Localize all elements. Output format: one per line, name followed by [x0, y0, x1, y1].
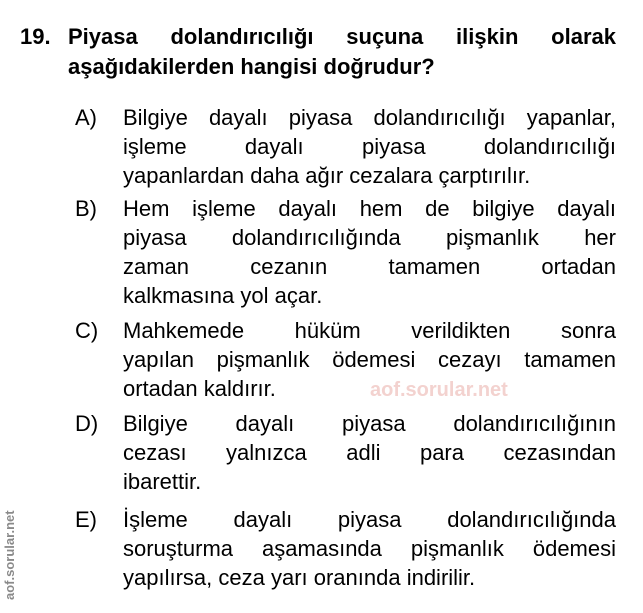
option-label: D)	[75, 411, 99, 436]
option-text-line: Bilgiye dayalı piyasa dolandırıcılığının	[123, 411, 616, 436]
option-text-line: kalkmasına yol açar.	[123, 283, 323, 308]
option-label: E)	[75, 507, 97, 532]
option-label: A)	[75, 105, 97, 130]
option-text-line: ibarettir.	[123, 469, 202, 494]
option-text-line: yapılırsa, ceza yarı oranında indirilir.	[123, 565, 476, 590]
option-text-line: ortadan kaldırır.	[123, 376, 276, 401]
option-text-line: yapanlardan daha ağır cezalara çarptırılır.	[123, 163, 531, 188]
option-text-line: işleme dayalı piyasa dolandırıcılığı	[123, 134, 616, 159]
question-text-line: aşağıdakilerden hangisi doğrudur?	[68, 54, 435, 79]
option-label: B)	[75, 196, 97, 221]
option-text-line: cezası yalnızca adli para cezasından	[123, 440, 616, 465]
side-watermark: aof.sorular.net	[2, 510, 17, 600]
option-text-line: piyasa dolandırıcılığında pişmanlık her	[123, 225, 616, 250]
option-text-line: İşleme dayalı piyasa dolandırıcılığında	[123, 507, 616, 532]
option-text-line: Mahkemede hüküm verildikten sonra	[123, 318, 616, 343]
option-text-line: Hem işleme dayalı hem de bilgiye dayalı	[123, 196, 616, 221]
question-text-line: Piyasa dolandırıcılığı suçuna ilişkin olarak	[68, 24, 616, 49]
option-label: C)	[75, 318, 99, 343]
option-text-line: yapılan pişmanlık ödemesi cezayı tamamen	[123, 347, 616, 372]
option-text-line: Bilgiye dayalı piyasa dolandırıcılığı yapanlar,	[123, 105, 616, 130]
option-text-line: zaman cezanın tamamen ortadan	[123, 254, 616, 279]
option-text-line: soruşturma aşamasında pişmanlık ödemesi	[123, 536, 616, 561]
question-number: 19.	[20, 24, 51, 49]
watermark: aof.sorular.net	[370, 379, 508, 401]
